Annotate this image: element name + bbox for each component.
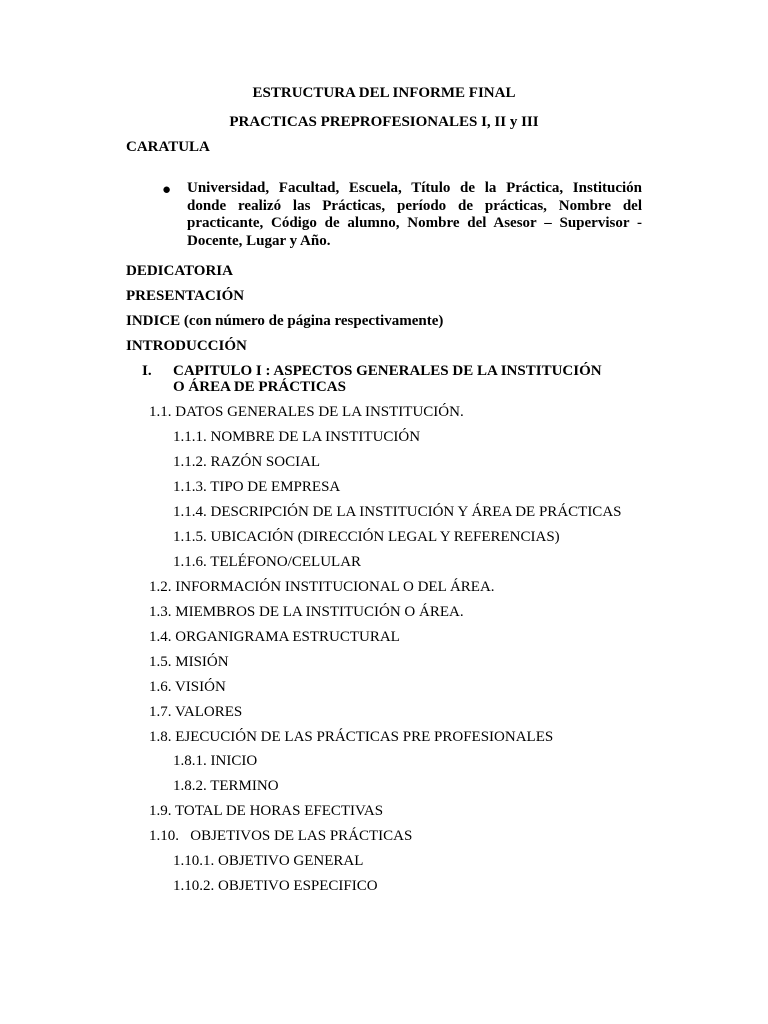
toc-item: 1.1.4. DESCRIPCIÓN DE LA INSTITUCIÓN Y ÁREA DE PRÁCTICAS <box>173 504 622 520</box>
chapter-numeral: I. <box>142 363 152 379</box>
document-subtitle: PRACTICAS PREPROFESIONALES I, II y III <box>229 114 539 130</box>
caratula-bullet-text: Universidad, Facultad, Escuela, Título de la Práctica, Institución donde realizó las Prácticas, período de prácticas, Nombre del practicante, Código de alumno, Nombre del Asesor – Supervisor - Docente, Lugar y Año. <box>187 180 642 249</box>
toc-item: 1.1.2. RAZÓN SOCIAL <box>173 454 321 470</box>
section-indice: INDICE (con número de página respectivamente) <box>126 313 444 329</box>
toc-item: 1.8.1. INICIO <box>173 753 258 769</box>
document-title: ESTRUCTURA DEL INFORME FINAL <box>252 85 516 101</box>
chapter-title-line1: CAPITULO I : ASPECTOS GENERALES DE LA INSTITUCIÓN <box>173 363 602 379</box>
toc-item: 1.1.5. UBICACIÓN (DIRECCIÓN LEGAL Y REFERENCIAS) <box>173 529 560 545</box>
toc-item: 1.1. DATOS GENERALES DE LA INSTITUCIÓN. <box>149 404 464 420</box>
section-dedicatoria: DEDICATORIA <box>126 263 233 279</box>
toc-item: 1.8.2. TERMINO <box>173 778 279 794</box>
toc-item: 1.10.1. OBJETIVO GENERAL <box>173 853 364 869</box>
toc-item: 1.4. ORGANIGRAMA ESTRUCTURAL <box>149 629 400 645</box>
section-presentacion: PRESENTACIÓN <box>126 288 245 304</box>
chapter-title-line2: O ÁREA DE PRÁCTICAS <box>173 379 346 395</box>
toc-item: 1.1.1. NOMBRE DE LA INSTITUCIÓN <box>173 429 421 445</box>
toc-item: 1.1.3. TIPO DE EMPRESA <box>173 479 341 495</box>
toc-item: 1.9. TOTAL DE HORAS EFECTIVAS <box>149 803 384 819</box>
caratula-heading: CARATULA <box>126 139 210 155</box>
toc-item: 1.3. MIEMBROS DE LA INSTITUCIÓN O ÁREA. <box>149 604 464 620</box>
toc-item: 1.5. MISIÓN <box>149 654 229 670</box>
toc-item: 1.2. INFORMACIÓN INSTITUCIONAL O DEL ÁREA. <box>149 579 495 595</box>
bullet-dot-icon: ● <box>162 182 172 198</box>
toc-item: 1.6. VISIÓN <box>149 679 226 695</box>
toc-item: 1.10. OBJETIVOS DE LAS PRÁCTICAS <box>149 828 413 844</box>
toc-item: 1.1.6. TELÉFONO/CELULAR <box>173 554 362 570</box>
section-introduccion: INTRODUCCIÓN <box>126 338 247 354</box>
toc-item: 1.7. VALORES <box>149 704 243 720</box>
toc-item: 1.8. EJECUCIÓN DE LAS PRÁCTICAS PRE PROFESIONALES <box>149 729 554 745</box>
toc-item: 1.10.2. OBJETIVO ESPECIFICO <box>173 878 378 894</box>
